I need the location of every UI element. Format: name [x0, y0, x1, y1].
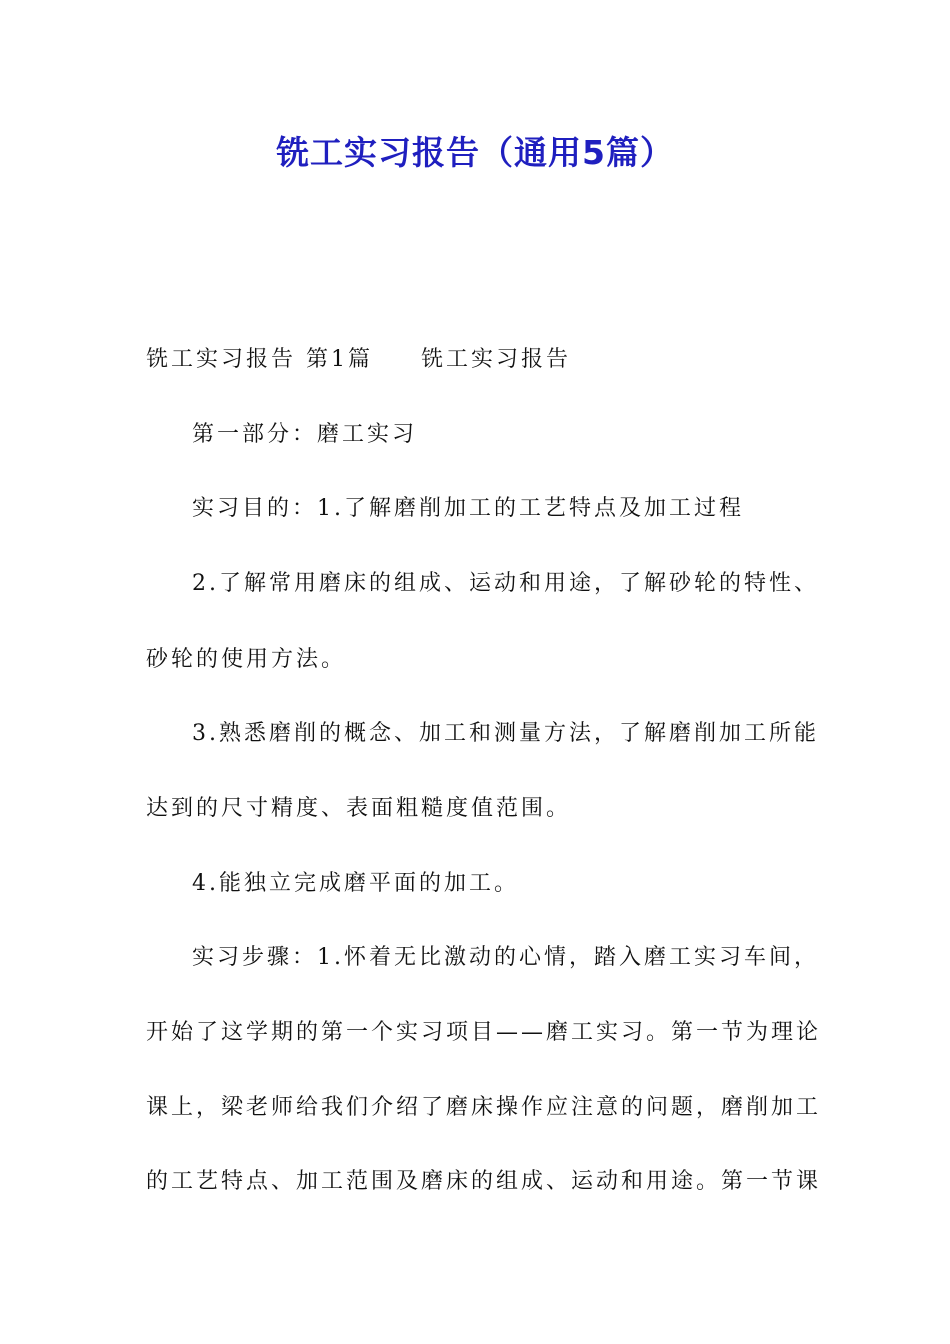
paragraph-line: 开始了这学期的第一个实习项目——磨工实习。第一节为理论 — [146, 1020, 822, 1045]
paragraph-line: 实习目的：1.了解磨削加工的工艺特点及加工过程 — [192, 496, 744, 521]
paragraph-line: 第一部分：磨工实习 — [192, 422, 418, 447]
paragraph-line: 4.能独立完成磨平面的加工。 — [192, 871, 519, 896]
paragraph-line: 实习步骤：1.怀着无比激动的心情，踏入磨工实习车间， — [192, 945, 819, 970]
document-title: 铣工实习报告（通用5篇） — [276, 133, 674, 172]
section-heading-line — [146, 345, 816, 375]
section-heading-right: 铣工实习报告 — [421, 347, 572, 372]
paragraph-line: 的工艺特点、加工范围及磨床的组成、运动和用途。第一节课 — [146, 1169, 822, 1194]
paragraph-line: 课上，梁老师给我们介绍了磨床操作应注意的问题，磨削加工 — [146, 1095, 822, 1120]
paragraph-line: 2.了解常用磨床的组成、运动和用途，了解砂轮的特性、 — [192, 571, 819, 596]
section-heading-left: 铣工实习报告 第1篇 — [146, 347, 373, 372]
paragraph-line: 达到的尺寸精度、表面粗糙度值范围。 — [146, 796, 572, 821]
paragraph-line: 砂轮的使用方法。 — [146, 647, 347, 672]
paragraph-line: 3.熟悉磨削的概念、加工和测量方法，了解磨削加工所能 — [192, 721, 819, 746]
